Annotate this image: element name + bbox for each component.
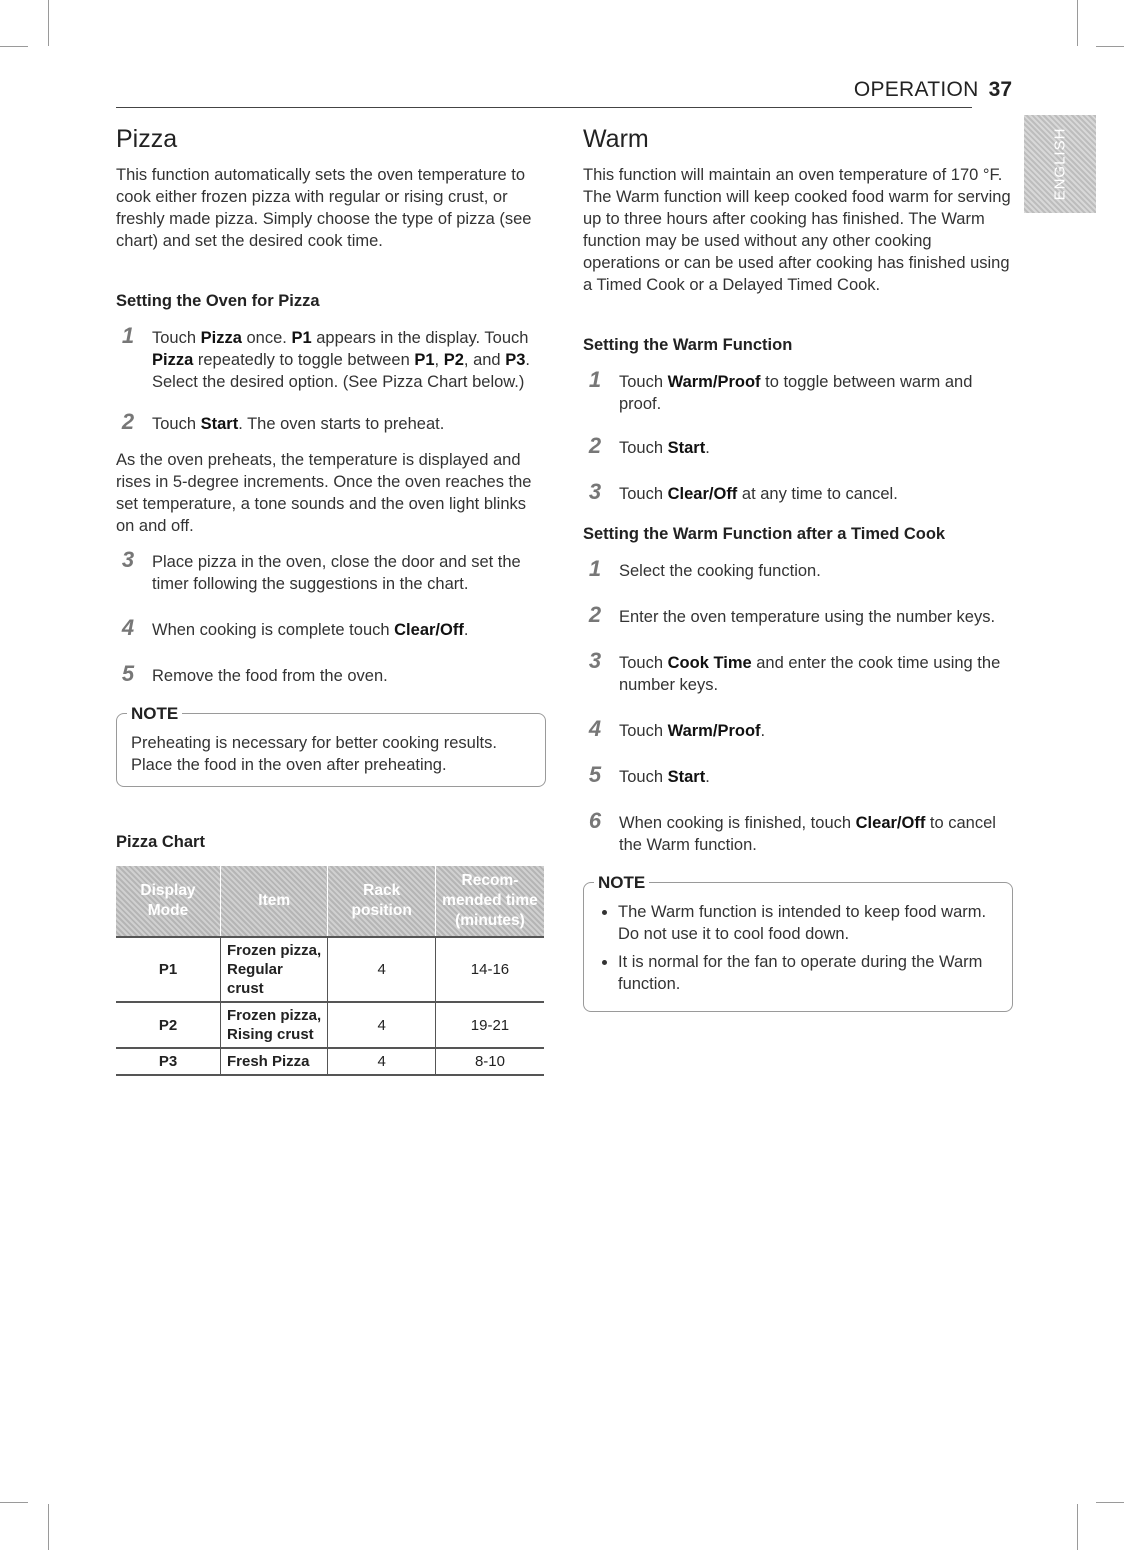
chart-cell: 4 (328, 1048, 436, 1075)
step-text: Touch Start. (619, 768, 710, 786)
step-item (583, 808, 1013, 856)
chart-cell: 19-21 (435, 1002, 544, 1048)
step-number: 2 (588, 602, 602, 627)
step-number: 4 (121, 615, 135, 640)
chart-cell: P2 (116, 1002, 220, 1048)
step-item (583, 602, 1013, 628)
step-number: 1 (588, 367, 602, 392)
step-number: 5 (588, 762, 602, 787)
chart-cell: P3 (116, 1048, 220, 1075)
step-text: Touch Clear/Off at any time to cancel. (619, 485, 898, 503)
step-text: Remove the food from the oven. (152, 667, 388, 685)
pizza-subheading: Setting the Oven for Pizza (116, 292, 320, 310)
warm-timed-subheading: Setting the Warm Function after a Timed Cook (583, 525, 946, 543)
chart-header-cell: Rack position (328, 866, 436, 937)
step-item (116, 615, 546, 641)
step-item (116, 547, 546, 595)
page-header (854, 78, 1012, 102)
chart-header-cell: Recom-mended time (minutes) (435, 866, 544, 937)
note-list (598, 901, 998, 995)
crop-mark (48, 0, 49, 46)
step-number: 1 (121, 323, 135, 348)
chart-cell: 8-10 (435, 1048, 544, 1075)
step-text: When cooking is finished, touch Clear/Off to cancel the Warm function. (619, 814, 996, 854)
step-number: 1 (588, 556, 602, 581)
step-text: Touch Warm/Proof. (619, 722, 766, 740)
step-text: When cooking is complete touch Clear/Off. (152, 621, 469, 639)
step-text: Touch Start. (619, 439, 710, 457)
step-number: 3 (588, 479, 602, 504)
step-item (116, 323, 546, 393)
warm-title: Warm (583, 125, 649, 153)
chart-cell: 4 (328, 1002, 436, 1048)
step-number: 2 (121, 409, 135, 434)
note-text: Preheating is necessary for better cooking results. Place the food in the oven after preheating. (131, 734, 497, 774)
chart-row (116, 1048, 544, 1075)
step-text: Place pizza in the oven, close the door and set the timer following the suggestions in the chart. (152, 553, 521, 593)
step-item (583, 716, 1013, 742)
step-number: 5 (121, 661, 135, 686)
crop-mark (0, 46, 28, 47)
pizza-note (116, 704, 546, 787)
crop-mark (0, 1502, 28, 1503)
step-text: Select the cooking function. (619, 562, 821, 580)
warm-section (583, 125, 1013, 1012)
note-title: NOTE (127, 703, 182, 725)
step-item (583, 479, 1013, 505)
crop-mark (1096, 46, 1124, 47)
step-number: 4 (588, 716, 602, 741)
note-bullet: • The Warm function is intended to keep food warm. Do not use it to cool food down. (618, 901, 998, 945)
step-item (583, 367, 1013, 415)
language-tab (1024, 115, 1096, 213)
section-title: OPERATION (853, 78, 979, 101)
note-title: NOTE (594, 872, 649, 894)
pizza-title: Pizza (116, 125, 178, 153)
step-text: Touch Warm/Proof to toggle between warm and proof. (619, 373, 973, 413)
chart-cell: Frozen pizza, Rising crust (220, 1002, 327, 1048)
pizza-chart-title: Pizza Chart (116, 833, 205, 851)
chart-cell: 4 (328, 937, 436, 1002)
step-item (583, 433, 1013, 459)
page-number: 37 (988, 78, 1012, 101)
step-item (583, 762, 1013, 788)
chart-row (116, 937, 544, 1002)
step-text: Touch Cook Time and enter the cook time using the number keys. (619, 654, 1001, 694)
chart-cell: Fresh Pizza (220, 1048, 327, 1075)
chart-header-cell: Display Mode (116, 866, 220, 937)
header-divider (116, 107, 972, 108)
chart-cell: 14-16 (435, 937, 544, 1002)
crop-mark (1077, 0, 1078, 46)
pizza-intro: This function automatically sets the oven temperature to cook either frozen pizza with regular or rising crust, or freshly made pizza. Simply choose the type of pizza (see chart) and set the desired cook time. (116, 166, 532, 250)
preheat-paragraph: As the oven preheats, the temperature is displayed and rises in 5-degree increments. Once the oven reaches the set temperature, a tone sounds and the oven light blinks on and off. (116, 451, 532, 535)
crop-mark (1077, 1504, 1078, 1550)
warm-note (583, 873, 1013, 1012)
note-bullet: • It is normal for the fan to operate during the Warm function. (618, 951, 998, 995)
chart-cell: Frozen pizza, Regular crust (220, 937, 327, 1002)
crop-mark (1096, 1502, 1124, 1503)
step-text: Touch Start. The oven starts to preheat. (152, 415, 445, 433)
warm-subheading: Setting the Warm Function (583, 336, 793, 354)
step-item (583, 648, 1013, 696)
chart-header-cell: Item (220, 866, 327, 937)
step-item (116, 409, 546, 435)
chart-row (116, 1002, 544, 1048)
step-text: Enter the oven temperature using the number keys. (619, 608, 996, 626)
crop-mark (48, 1504, 49, 1550)
step-number: 3 (121, 547, 135, 572)
pizza-section (116, 125, 546, 1076)
step-item (583, 556, 1013, 582)
step-number: 6 (588, 808, 602, 833)
step-item (116, 661, 546, 687)
warm-intro: This function will maintain an oven temperature of 170 °F. The Warm function will keep cooked food warm for serving up to three hours after cooking has finished. The Warm function may be used without any other cooking operations or can be used after cooking has finished using a Timed Cook or a Delayed Timed Cook. (583, 166, 1011, 294)
chart-cell: P1 (116, 937, 220, 1002)
step-text: Touch Pizza once. P1 appears in the display. Touch Pizza repeatedly to toggle between P1, P2, and P3. Select the desired option. (See Pizza Chart below.) (152, 329, 530, 391)
step-number: 3 (588, 648, 602, 673)
step-number: 2 (588, 433, 602, 458)
pizza-chart-table (116, 866, 544, 1076)
language-tab-label: ENGLISH (1051, 127, 1069, 201)
